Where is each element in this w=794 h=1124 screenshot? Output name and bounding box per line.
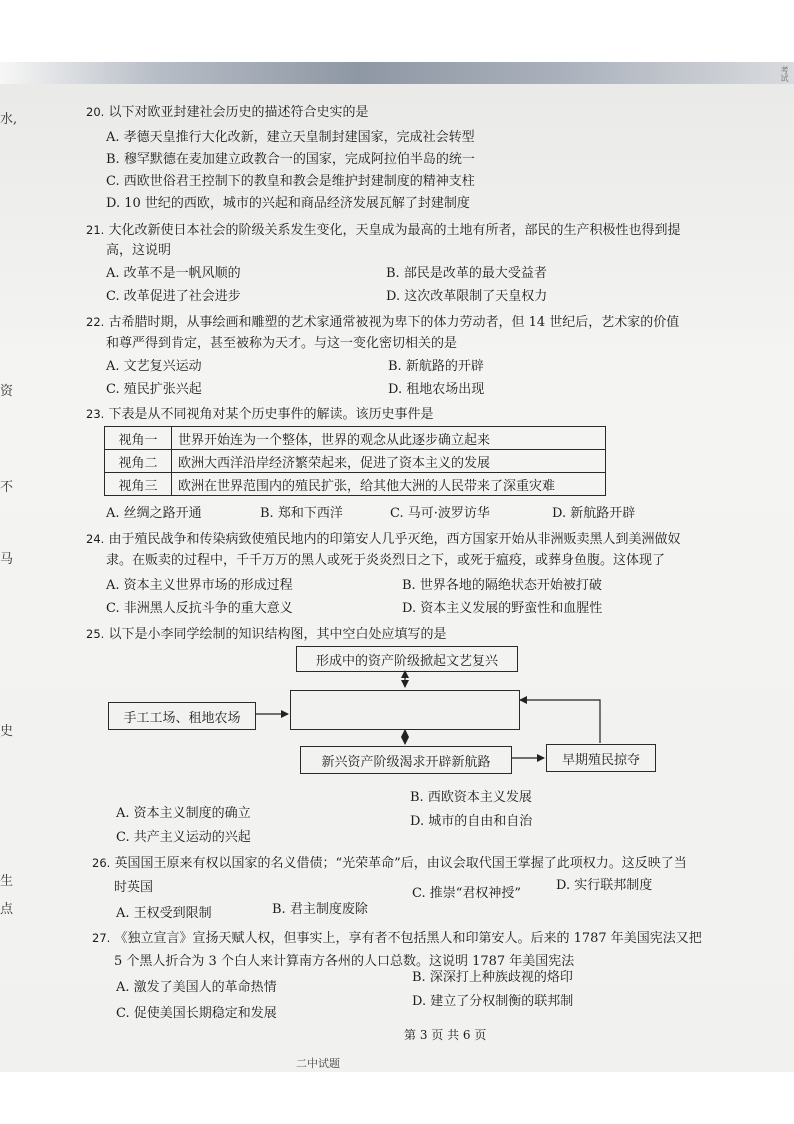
option-22-a: A. 文艺复兴运动 (106, 359, 202, 374)
option-26-b: B. 君主制度废除 (272, 902, 368, 917)
table-cell-desc: 欧洲大西洋沿岸经济繁荣起来，促进了资本主义的发展 (172, 450, 606, 473)
option-25-b: B. 西欧资本主义发展 (410, 790, 532, 805)
exam-name: 二中试题 (296, 1057, 340, 1070)
question-number: 21. (86, 223, 105, 237)
diagram-box-right: 早期殖民掠夺 (546, 744, 656, 772)
question-21-stem-cont: 高，这说明 (106, 243, 172, 258)
option-21-d: D. 这次改革限制了天皇权力 (386, 289, 548, 304)
margin-stub-7: 点 (0, 902, 14, 917)
diagram-box-left: 手工工场、租地农场 (108, 702, 256, 730)
question-number: 23. (86, 407, 105, 421)
option-27-d: D. 建立了分权制衡的联邦制 (412, 994, 574, 1009)
option-25-d: D. 城市的自由和自治 (410, 814, 533, 829)
option-22-d: D. 租地农场出现 (388, 382, 485, 397)
question-number: 26. (92, 856, 111, 870)
question-26 (92, 855, 687, 872)
option-21-b: B. 部民是改革的最大受益者 (386, 266, 547, 281)
question-20 (86, 104, 368, 121)
option-25-a: A. 资本主义制度的确立 (116, 806, 251, 821)
option-27-a: A. 激发了美国人的革命热情 (116, 980, 277, 995)
question-stem: 《独立宣言》宣扬天赋人权，但事实上，享有者不包括黑人和印第安人。后来的 1787 年美国宪法又把 (114, 931, 702, 946)
table-row (105, 473, 606, 496)
option-23-d: D. 新航路开辟 (552, 506, 636, 521)
margin-stub-3: 不 (0, 480, 14, 495)
question-22-stem-cont: 和尊严得到肯定，甚至被称为天才。与这一变化密切相关的是 (106, 336, 458, 351)
question-stem: 以下是小李同学绘制的知识结构图，其中空白处应填写的是 (108, 627, 447, 642)
question-number: 25. (86, 627, 105, 641)
question-number: 24. (86, 532, 105, 546)
question-25 (86, 626, 446, 643)
option-23-b: B. 郑和下西洋 (260, 506, 343, 521)
diagram-box-bottom: 新兴资产阶级渴求开辟新航路 (300, 746, 512, 774)
margin-stub-1: 水, (0, 112, 18, 127)
question-26-stem-cont: 时英国 (114, 880, 154, 895)
question-stem: 古希腊时期，从事绘画和雕塑的艺术家通常被视为卑下的体力劳动者，但 14 世纪后，艺术家的价值 (108, 315, 680, 330)
option-22-c: C. 殖民扩张兴起 (106, 382, 202, 397)
question-23 (86, 406, 433, 423)
option-26-c: C. 推崇“君权神授” (412, 886, 522, 901)
question-27 (92, 930, 702, 947)
option-26-a: A. 王权受到限制 (116, 906, 212, 921)
option-21-c: C. 改革促进了社会进步 (106, 289, 241, 304)
option-27-b: B. 深深打上种族歧视的烙印 (412, 970, 573, 985)
question-22 (86, 314, 679, 331)
question-27-stem-cont: 5 个黑人折合为 3 个白人来计算南方各州的人口总数。这说明 1787 年美国宪法 (114, 954, 575, 969)
option-20-a: A. 孝德天皇推行大化改新，建立天皇制封建国家，完成社会转型 (106, 130, 475, 145)
page-number: 第 3 页 共 6 页 (404, 1028, 487, 1042)
table-row (105, 450, 606, 473)
table-cell-view: 视角三 (105, 473, 172, 496)
question-24-stem-cont: 隶。在贩卖的过程中，千千万万的黑人或死于炎炎烈日之下，或死于瘟疫，或葬身鱼腹。这体现了 (106, 553, 666, 568)
option-23-a: A. 丝绸之路开通 (106, 506, 202, 521)
option-25-c: C. 共产主义运动的兴起 (116, 830, 251, 845)
perspective-table (104, 426, 606, 496)
option-22-b: B. 新航路的开辟 (388, 359, 484, 374)
option-21-a: A. 改革不是一帆风顺的 (106, 266, 241, 281)
diagram-box-top: 形成中的资产阶级掀起文艺复兴 (296, 646, 518, 672)
question-21 (86, 222, 680, 239)
table-cell-view: 视角一 (105, 427, 172, 450)
question-stem: 下表是从不同视角对某个历史事件的解读。该历史事件是 (108, 407, 434, 422)
question-number: 27. (92, 931, 111, 945)
option-24-a: A. 资本主义世界市场的形成过程 (106, 578, 293, 593)
corner-label: 考试 (780, 66, 789, 82)
table-cell-desc: 欧洲在世界范围内的殖民扩张，给其他大洲的人民带来了深重灾难 (172, 473, 606, 496)
option-24-b: B. 世界各地的隔绝状态开始被打破 (402, 578, 602, 593)
question-stem: 以下对欧亚封建社会历史的描述符合史实的是 (108, 105, 369, 120)
diagram-box-blank (290, 690, 520, 730)
table-cell-desc: 世界开始连为一个整体，世界的观念从此逐步确立起来 (172, 427, 606, 450)
table-cell-view: 视角二 (105, 450, 172, 473)
option-26-d: D. 实行联邦制度 (556, 878, 653, 893)
option-24-c: C. 非洲黑人反抗斗争的重大意义 (106, 601, 293, 616)
question-stem: 大化改新使日本社会的阶级关系发生变化，天皇成为最高的土地有所者，部民的生产积极性也得到提 (108, 223, 681, 238)
question-24 (86, 531, 680, 548)
question-stem: 英国国王原来有权以国家的名义借债；“光荣革命”后，由议会取代国王掌握了此项权力。这反映了当 (114, 856, 687, 871)
question-number: 22. (86, 315, 105, 329)
margin-stub-5: 史 (0, 724, 14, 739)
option-20-d: D. 10 世纪的西欧，城市的兴起和商品经济发展瓦解了封建制度 (106, 196, 470, 211)
option-24-d: D. 资本主义发展的野蛮性和血腥性 (402, 601, 603, 616)
table-row (105, 427, 606, 450)
option-20-c: C. 西欧世俗君王控制下的教皇和教会是维护封建制度的精神支柱 (106, 174, 475, 189)
option-20-b: B. 穆罕默德在麦加建立政教合一的国家，完成阿拉伯半岛的统一 (106, 152, 475, 167)
option-23-c: C. 马可·波罗访华 (390, 506, 490, 521)
option-27-c: C. 促使美国长期稳定和发展 (116, 1006, 277, 1021)
page-shadow-band (0, 62, 794, 84)
margin-stub-6: 生 (0, 874, 14, 889)
margin-stub-4: 马 (0, 552, 14, 567)
margin-stub-2: 资 (0, 384, 14, 399)
question-stem: 由于殖民战争和传染病致使殖民地内的印第安人几乎灭绝，西方国家开始从非洲贩卖黑人到美洲做奴 (108, 532, 681, 547)
question-number: 20. (86, 105, 105, 119)
